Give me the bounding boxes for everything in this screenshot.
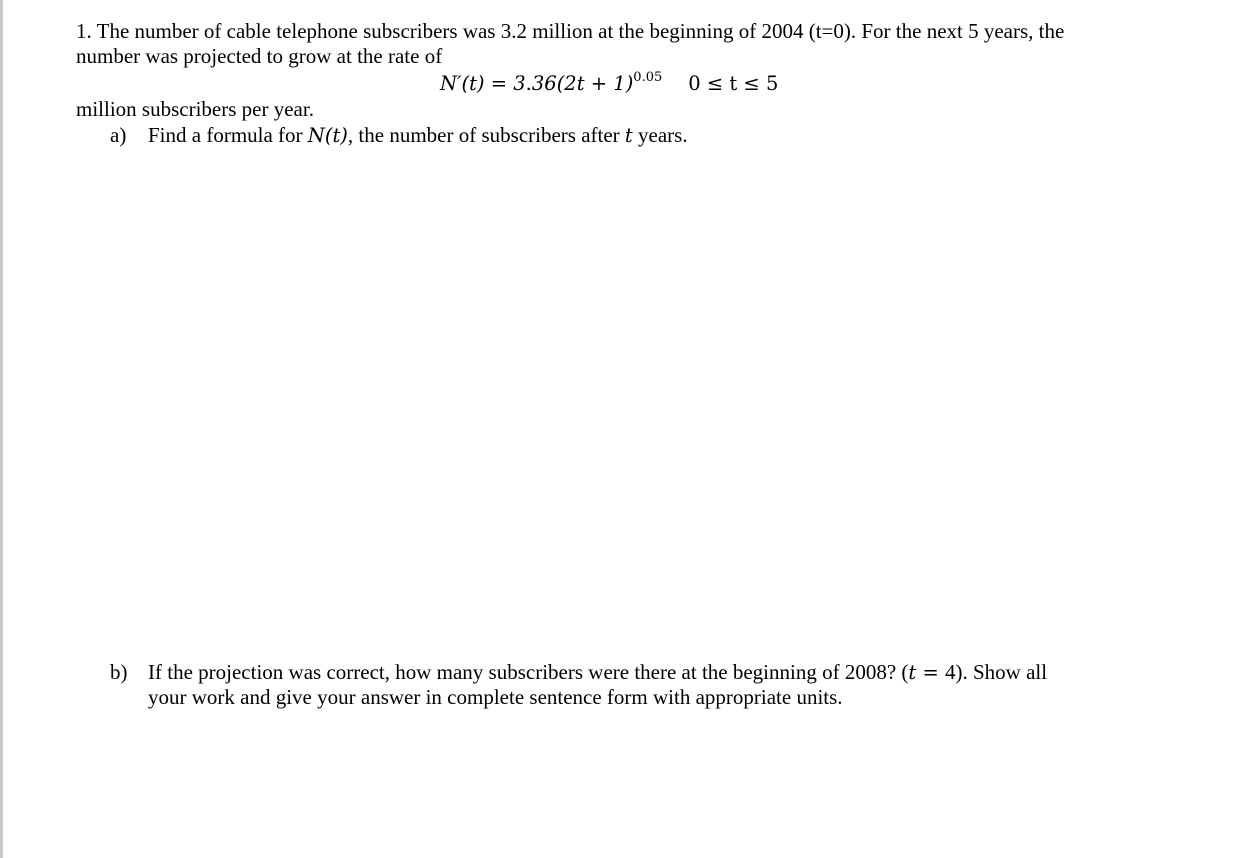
part-a-math-n: N(t) (307, 124, 348, 147)
equation-lhs: N′(t) = 3.36(2t + 1) (440, 72, 634, 95)
part-b-line-2: your work and give your answer in complete sentence form with appropriate units. (148, 685, 843, 709)
part-b-label: b) (110, 660, 128, 684)
part-b-text-1: If the projection was correct, how many subscribers were there at the beginning of 2008? ( (148, 660, 909, 684)
part-a-label: a) (110, 123, 127, 147)
part-a-text-1: Find a formula for (148, 123, 308, 147)
problem-intro-line-2: number was projected to grow at the rate of (76, 44, 443, 68)
part-a-math-t: t (624, 124, 633, 147)
part-b (110, 660, 1190, 710)
problem-intro-text-1: The number of cable telephone subscribers was 3.2 million at the beginning of 2004 (t=0). For the next 5 years, the (96, 19, 1065, 43)
part-a-text-2: , the number of subscribers after (347, 123, 625, 147)
part-b-math-t: t (908, 661, 917, 684)
part-a-text-3: years. (632, 123, 688, 147)
equation-domain: 0 ≤ t ≤ 5 (688, 72, 779, 95)
problem-number: 1. (76, 19, 92, 43)
page-left-border (0, 0, 3, 858)
problem-intro-line-1 (76, 19, 1216, 44)
part-b-text-2: 4). Show all (945, 660, 1048, 684)
part-b-line-1 (110, 660, 1190, 685)
part-b-math-eq: = (916, 661, 945, 684)
units-line: million subscribers per year. (76, 97, 314, 121)
equation-exponent: 0.05 (633, 70, 663, 85)
problem-statement (76, 19, 1216, 69)
rate-equation (440, 72, 778, 95)
part-a (110, 123, 688, 148)
